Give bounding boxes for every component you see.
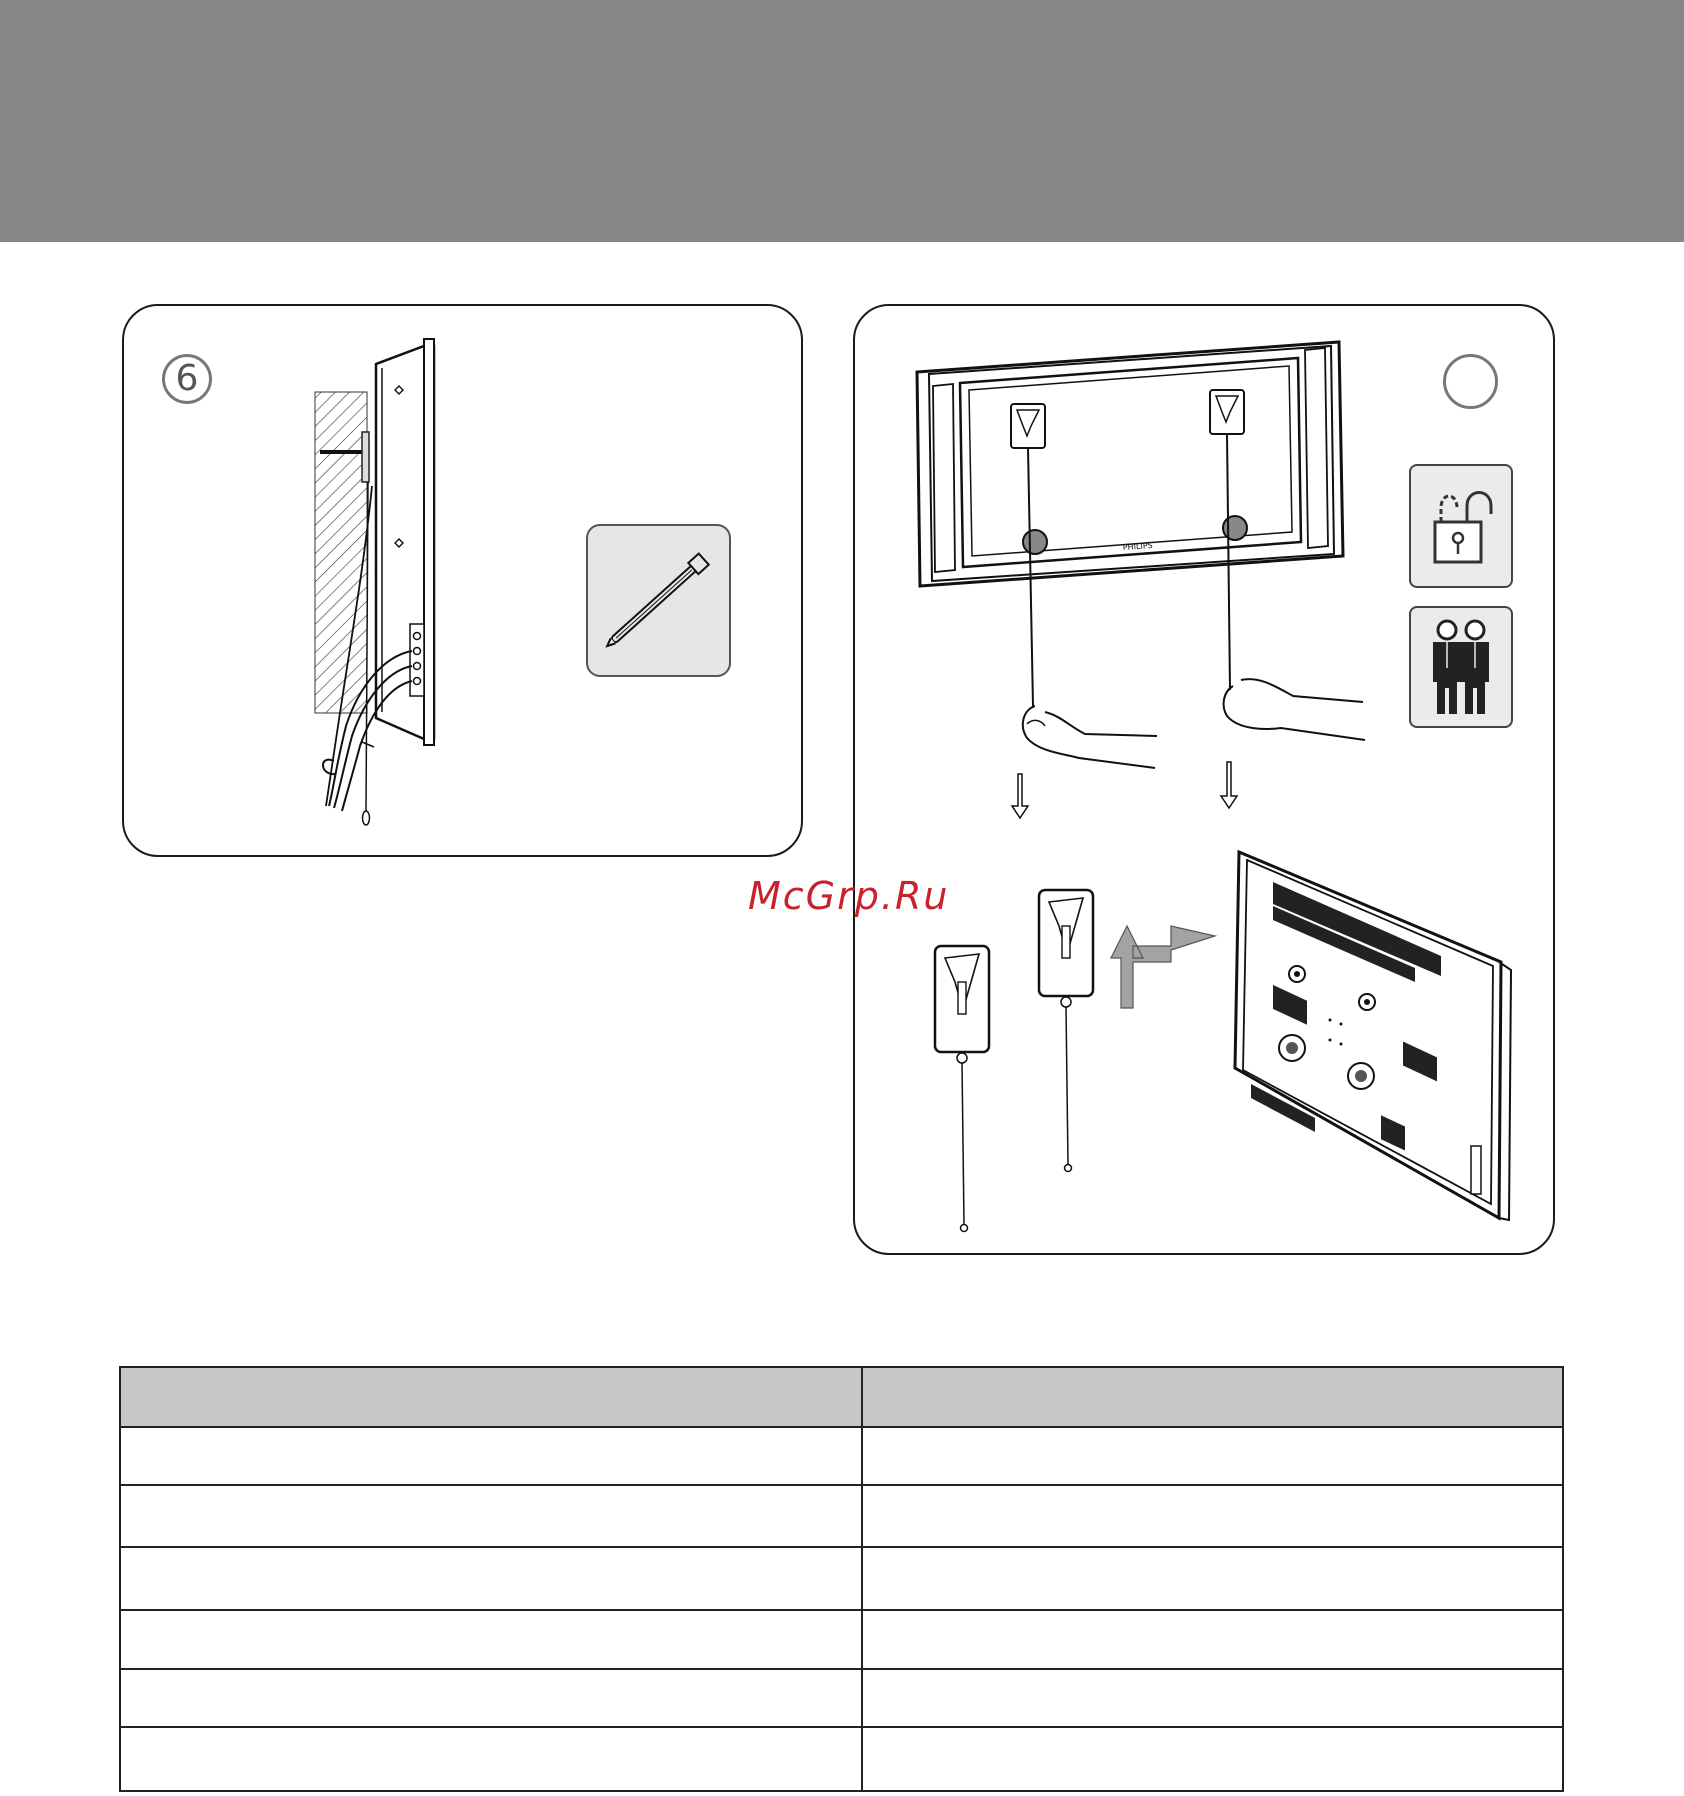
watermark: McGrp.Ru [748,874,950,918]
header-band [0,0,1684,242]
tv-back-view [1235,852,1511,1220]
table-row [120,1427,1563,1485]
table-cell [862,1610,1563,1669]
hand-right [1224,686,1365,740]
table-cell [862,1727,1563,1791]
unmount-diagram [855,306,1557,1257]
tv-brand-label: PHILIPS [1122,540,1153,552]
wall-section [315,392,367,713]
table-cell [862,1485,1563,1547]
spec-table [119,1366,1564,1792]
bracket-detached-left [935,946,989,1232]
speaker-right [1305,348,1328,548]
arrow-up-right [1111,926,1215,1008]
table-row [120,1727,1563,1791]
table-cell [120,1727,862,1791]
table-row [120,1610,1563,1669]
two-people-icon [1411,608,1511,726]
speaker-left [933,384,955,572]
two-person-pictogram [1409,606,1513,728]
table-header-cell [120,1367,862,1427]
table-header-row [120,1367,1563,1427]
table-header-cell [862,1367,1563,1427]
table-row [120,1485,1563,1547]
bracket-detached-right [1039,890,1093,1172]
table-row [120,1669,1563,1727]
table-cell [120,1547,862,1610]
table-cell [120,1610,862,1669]
table-row [120,1547,1563,1610]
hand-left [1023,706,1155,768]
unlock-pictogram [1409,464,1513,588]
step-6-panel [122,304,803,857]
table-cell [120,1427,862,1485]
padlock-open-icon [1411,466,1511,586]
cable-tie-icon [588,526,729,675]
cable-tie-inset [586,524,731,677]
table-cell [120,1485,862,1547]
step-number-badge: 6 [162,354,212,404]
arrow-down-left [1012,774,1028,818]
wall-bracket [362,432,369,482]
unmount-step-panel [853,304,1555,1255]
table-cell [120,1669,862,1727]
arrow-down-right [1221,762,1237,808]
table-cell [862,1669,1563,1727]
table-cell [862,1547,1563,1610]
table-cell [862,1427,1563,1485]
tv-front-bezel [424,339,434,745]
